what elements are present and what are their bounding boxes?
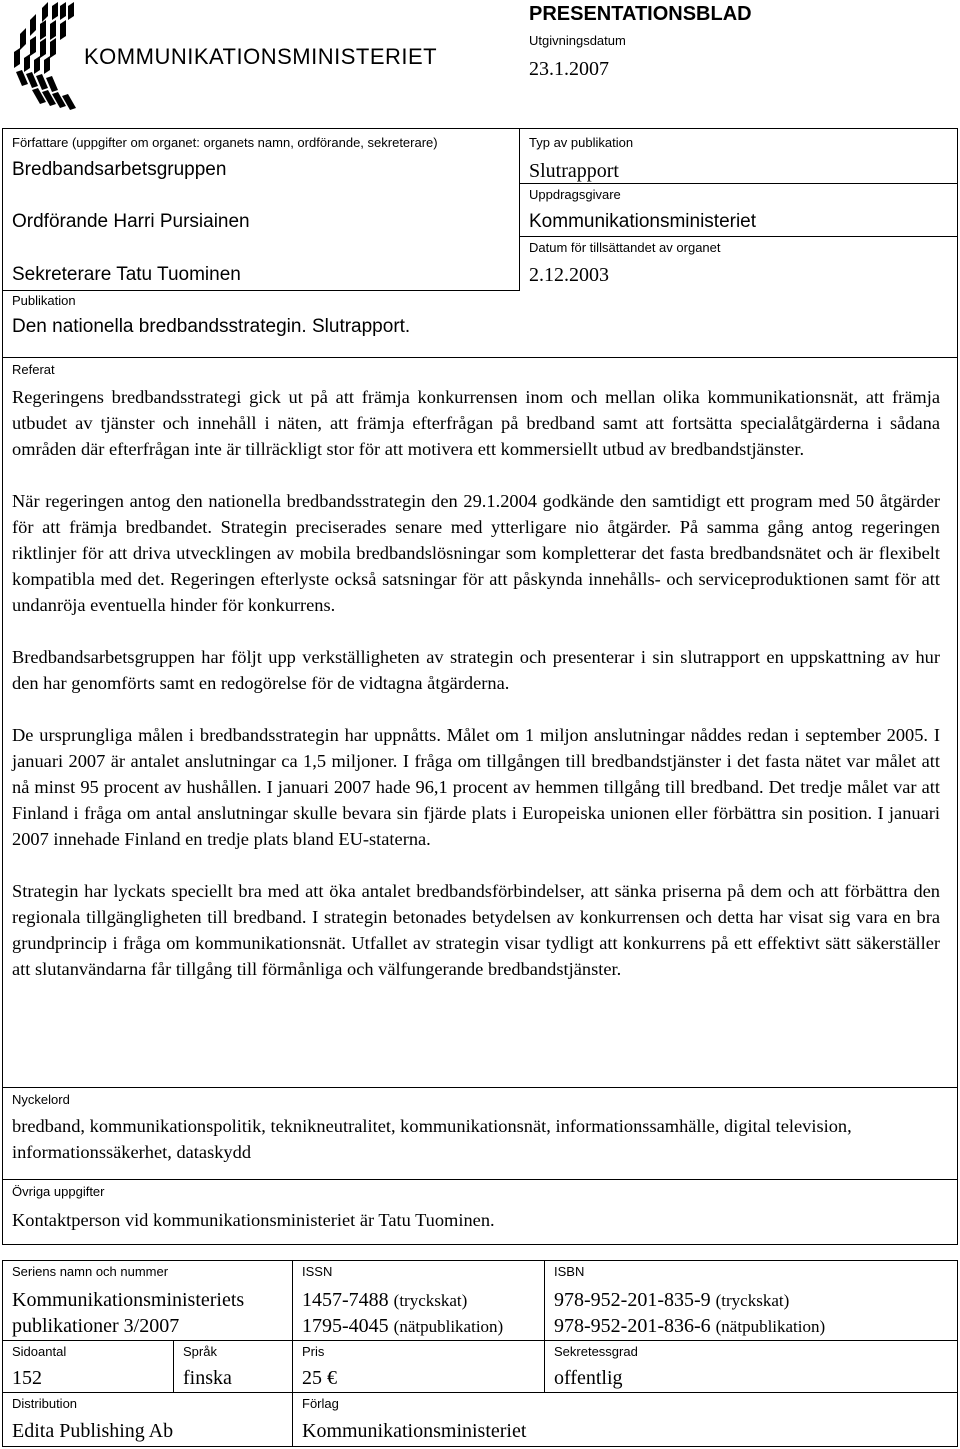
language-label: Språk: [183, 1344, 217, 1359]
secrecy-value: offentlig: [554, 1367, 623, 1389]
abstract-paragraph: Regeringens bredbandsstrategi gick ut på att främja konkurrensen inom och mellan olika kommunikationsnät, att främja utbudet av tjänster och innehåll i näten, att främja efterfrågan på bredband samt att fortsätta specialåtgärderna i sådana områden där efterfrågan inte är tillräckligt stor för att motivera ett kommersiellt utbud av bredbandstjänster.: [12, 387, 940, 459]
language-value: finska: [183, 1367, 232, 1389]
isbn-label: ISBN: [554, 1264, 585, 1279]
publisher-label: Förlag: [302, 1396, 339, 1411]
price-value: 25 €: [302, 1367, 337, 1389]
divider: [2, 357, 958, 358]
divider: [173, 1340, 174, 1393]
series-label: Seriens namn och nummer: [12, 1264, 169, 1279]
other-info-label: Övriga uppgifter: [12, 1184, 105, 1199]
divider: [2, 128, 3, 1245]
author-group: Bredbandsarbetsgruppen: [12, 159, 227, 180]
keywords-value: bredband, kommunikationspolitik, teknikneutralitet, kommunikationsnät, informationssamhälle, digital television, informationssäkerhet, dataskydd: [12, 1116, 852, 1162]
divider: [292, 1260, 293, 1447]
author-label: Författare (uppgifter om organet: organets namn, ordförande, sekreterare): [12, 135, 438, 150]
series-value: Kommunikationsministeriets publikationer 3/2007: [12, 1289, 245, 1337]
publication-label: Publikation: [12, 293, 76, 308]
keywords-label: Nyckelord: [12, 1092, 70, 1107]
publication-type-value: Slutrapport: [529, 160, 619, 182]
issn-label: ISSN: [302, 1264, 333, 1279]
isbn-print: [554, 1287, 789, 1314]
publication-date-label: Utgivningsdatum: [529, 33, 626, 48]
divider: [2, 1087, 958, 1088]
pages-label: Sidoantal: [12, 1344, 67, 1359]
isbn-print-value: 978-952-201-835-9: [554, 1289, 711, 1311]
issn-print-note: (tryckskat): [393, 1291, 468, 1310]
isbn-print-note: (tryckskat): [715, 1291, 790, 1310]
issn-print-value: 1457-7488: [302, 1289, 389, 1311]
appointed-date-label: Datum för tillsättandet av organet: [529, 240, 721, 255]
divider: [519, 183, 957, 184]
distribution-label: Distribution: [12, 1396, 78, 1411]
divider: [519, 236, 957, 237]
issn-print: [302, 1287, 467, 1314]
client-label: Uppdragsgivare: [529, 187, 621, 202]
abstract-paragraph: De ursprungliga målen i bredbandsstrategin har uppnåtts. Målet om 1 miljon anslutningar nåddes redan i september 2005. I januari 2007 är antalet anslutningar ca 1,5 miljoner. I fråga om tillgången till bredbandstjänster i det fasta nätet var målet att nå minst 95 procent av hushållen. I januari 2007 hade 96,1 procent av hemmen tillgång till bredband. Det tredje målet var att Finland i fråga om antal anslutningar skulle bevara sin fjärde plats i Europeiska unionen eller förbättra sin position. I januari 2007 innehade Finland en tredje plats bland EU-staterna.: [12, 725, 940, 849]
abstract-paragraph: Bredbandsarbetsgruppen har följt upp verkställigheten av strategin och presenterar i sin slutrapport en uppskattning av hur den har genomförts samt en redogörelse för de vidtagna åtgärderna.: [12, 647, 940, 693]
divider: [2, 1179, 958, 1180]
abstract-paragraph: Strategin har lyckats speciellt bra med att öka antalet bredbandsförbindelser, att sänka priserna på dem och att förbättra den regionala tillgängligheten till bredband. I strategin betonades betydelsen av konkurrensen och detta har visat sig vara en bra grundprincip i fråga om kommunikationsnät. Utfallet av strategin visar tydligt att konkurrens på ett effektivt sätt säkerställer att slutanvändarna får tillgång till förmånliga och välfungerande bredbandstjänster.: [12, 881, 940, 979]
divider: [2, 1260, 3, 1447]
price-label: Pris: [302, 1344, 325, 1359]
ministry-logo: [12, 2, 82, 110]
secrecy-label: Sekretessgrad: [554, 1344, 638, 1359]
abstract-body: [12, 384, 940, 1008]
publication-title: Den nationella bredbandsstrategin. Slutrapport.: [12, 316, 411, 337]
isbn-online-value: 978-952-201-836-6: [554, 1315, 711, 1337]
abstract-label: Referat: [12, 362, 55, 377]
publication-date-value: 23.1.2007: [529, 58, 609, 80]
other-info-value: Kontaktperson vid kommunikationsministeriet är Tatu Tuominen.: [12, 1210, 495, 1230]
divider: [544, 1260, 545, 1393]
abstract-paragraph: När regeringen antog den nationella bredbandsstrategin den 29.1.2004 godkände den samtidigt ett program med 50 åtgärder för att främja bredbandet. Strategin preciserades senare med ytterligare nio åtgärder. På samma gång antog regeringen riktlinjer för att driva utvecklingen av mobila bredbandslösningar som kompletterar det fasta bredbandsnätet och är flexibelt kompatibla med det. Regeringen efterlyste också satsningar för att påskynda innehålls- och serviceproduktionen samt för att undanröja eventuella hinder för konkurrens.: [12, 491, 940, 615]
appointed-date-value: 2.12.2003: [529, 264, 609, 286]
client-value: Kommunikationsministeriet: [529, 211, 757, 232]
author-secretary: Sekreterare Tatu Tuominen: [12, 264, 241, 285]
ministry-logo-icon: [12, 2, 82, 110]
divider: [957, 1260, 958, 1447]
issn-online-note: (nätpublikation): [393, 1317, 504, 1336]
divider: [2, 1260, 958, 1261]
divider: [957, 128, 958, 1245]
author-chair: Ordförande Harri Pursiainen: [12, 211, 250, 232]
isbn-online: [554, 1313, 825, 1340]
divider: [2, 128, 958, 129]
document-type-title: PRESENTATIONSBLAD: [529, 3, 752, 25]
publication-type-label: Typ av publikation: [529, 135, 634, 150]
distribution-value: Edita Publishing Ab: [12, 1420, 174, 1442]
issn-online: [302, 1313, 503, 1340]
publisher-value: Kommunikationsministeriet: [302, 1420, 527, 1442]
pages-value: 152: [12, 1367, 42, 1389]
divider: [2, 1446, 958, 1447]
isbn-online-note: (nätpublikation): [715, 1317, 826, 1336]
divider: [2, 290, 519, 291]
issn-online-value: 1795-4045: [302, 1315, 389, 1337]
ministry-name: KOMMUNIKATIONSMINISTERIET: [84, 44, 438, 69]
divider: [519, 128, 520, 291]
divider: [2, 1392, 958, 1393]
divider: [2, 1244, 958, 1245]
divider: [2, 1340, 958, 1341]
